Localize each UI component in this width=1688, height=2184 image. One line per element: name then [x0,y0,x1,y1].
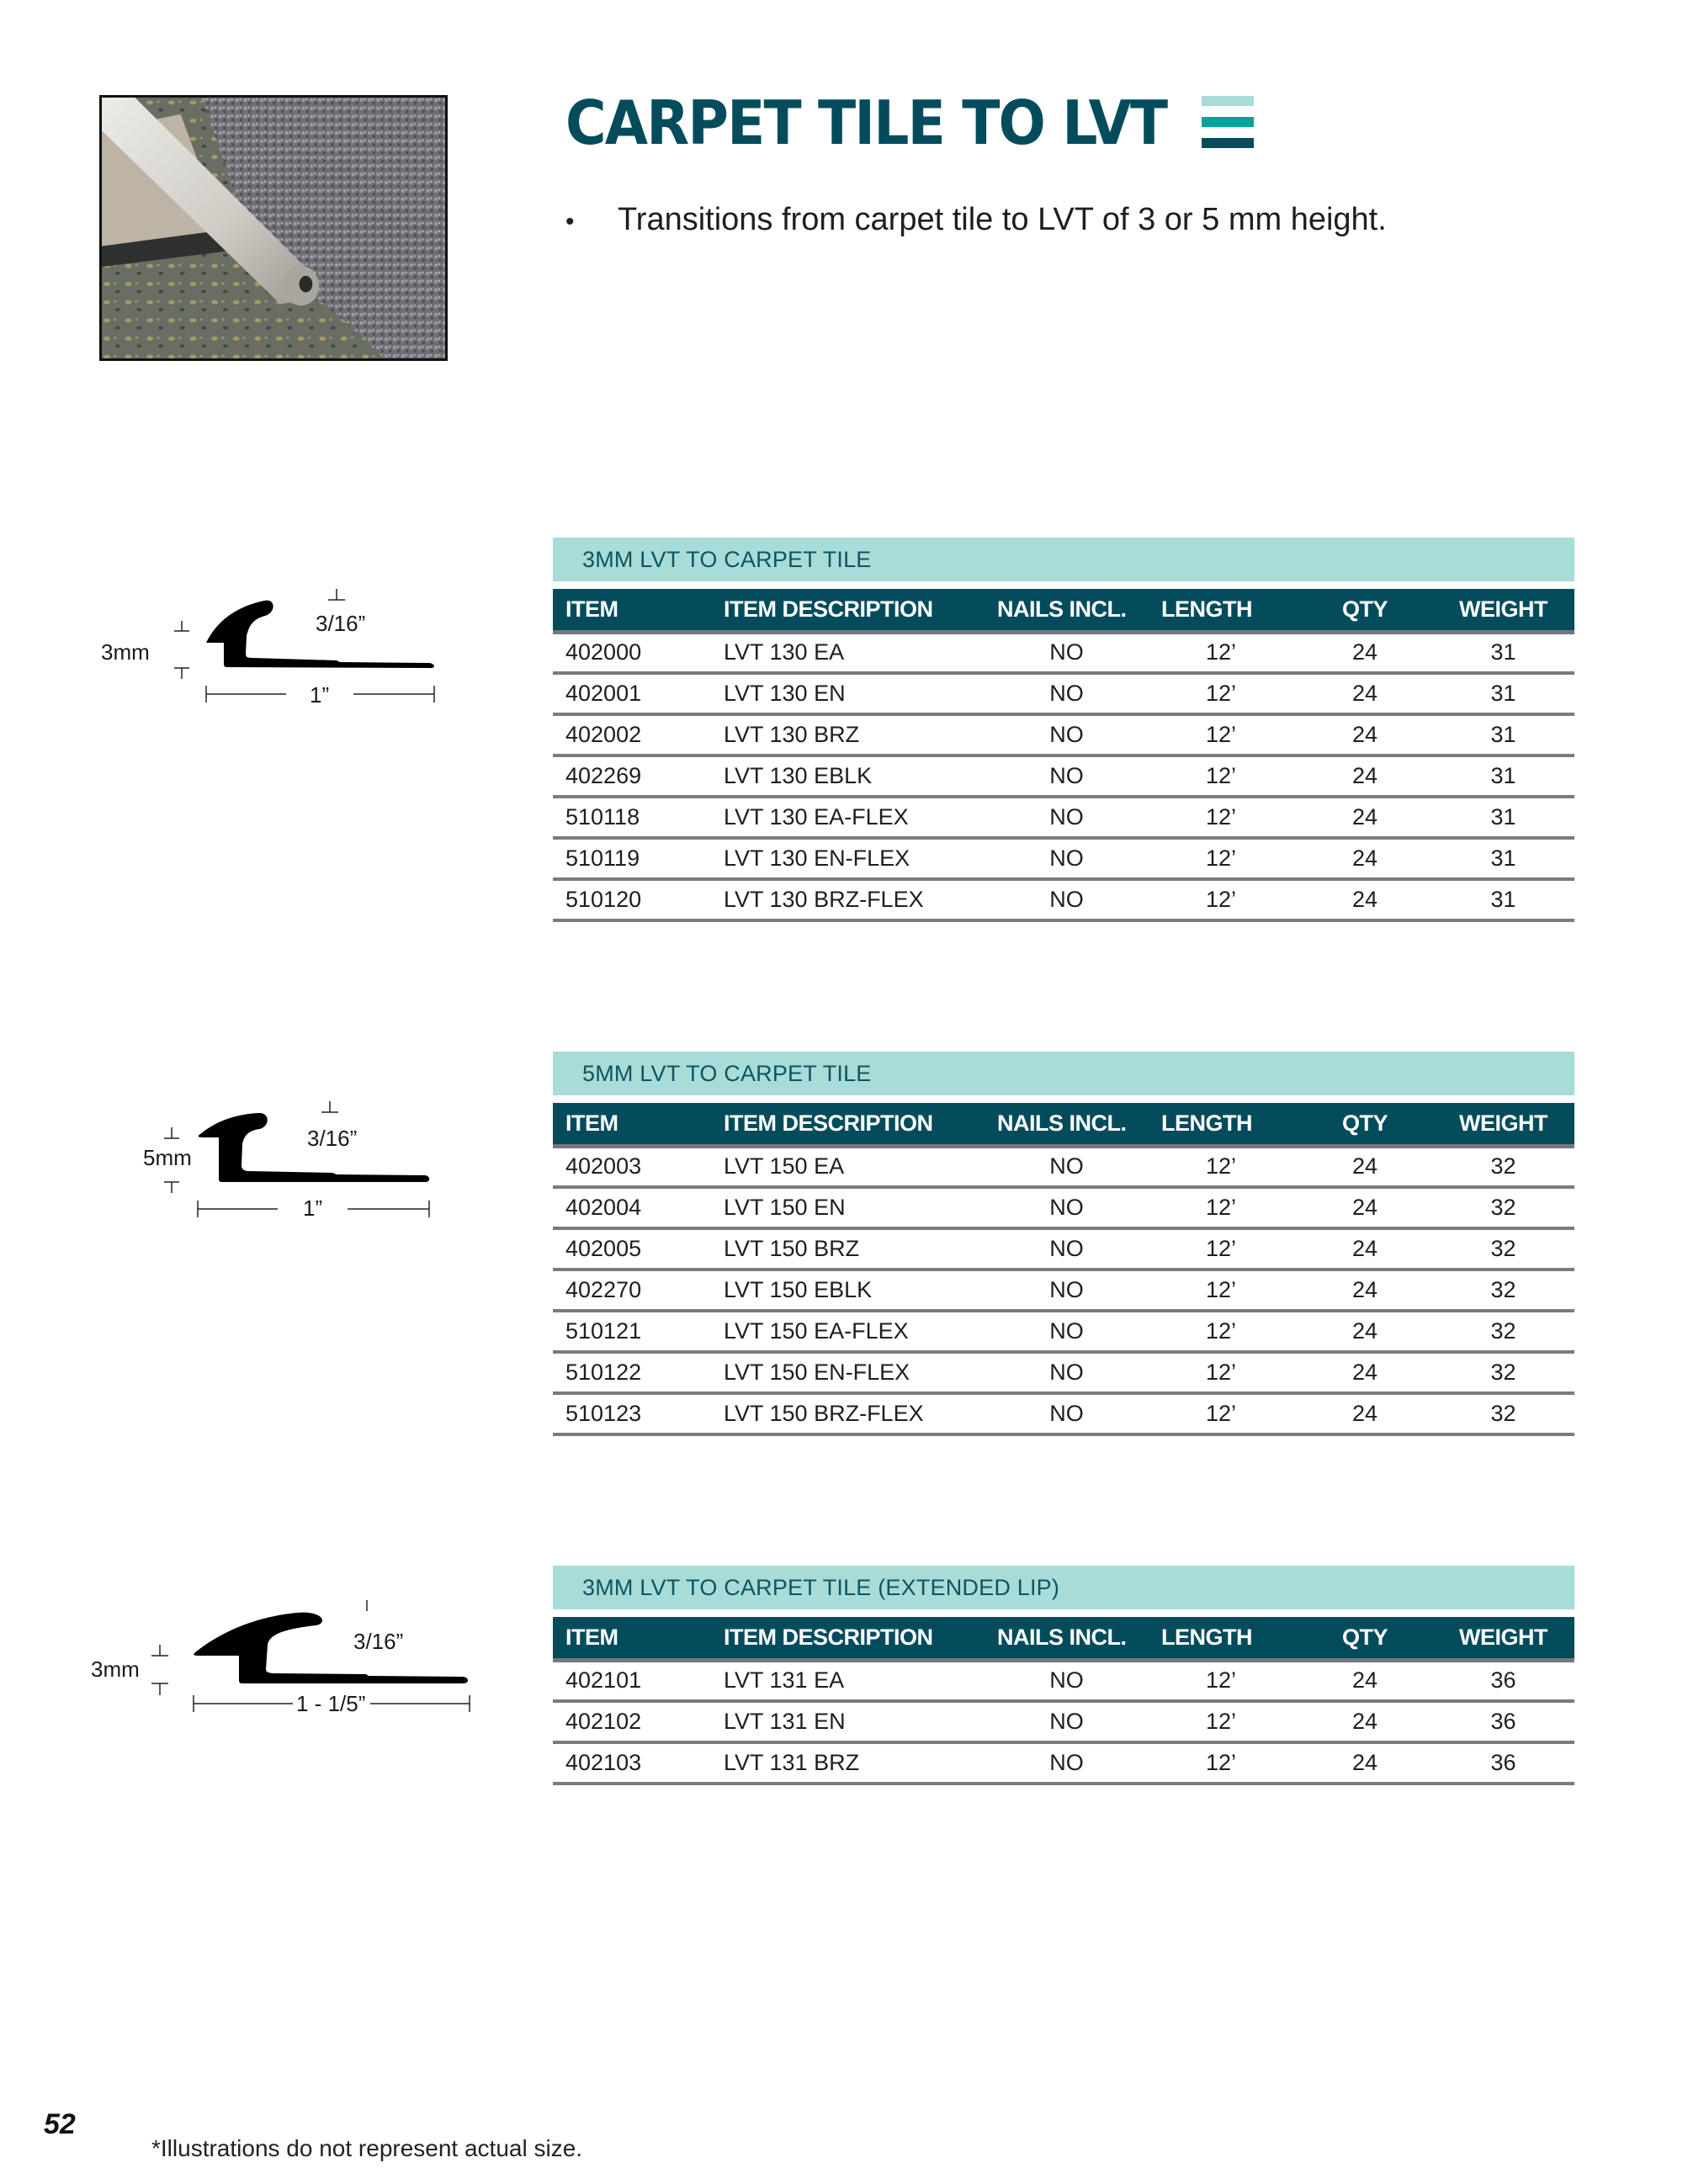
table-header-row [553,589,1574,632]
cell-nails-included: NO [989,632,1144,673]
page-header [565,87,1218,158]
cell-item-number: 402000 [553,632,724,673]
stacked-bars-icon [1202,96,1254,148]
cell-weight: 32 [1432,1393,1574,1434]
profile-drawing [84,572,454,715]
cell-quantity: 24 [1298,1270,1432,1311]
cell-length: 12’ [1144,1311,1298,1352]
column-header-item-description: ITEM DESCRIPTION [724,1103,989,1146]
page-title: CARPET TILE TO LVT [565,87,1167,158]
cell-quantity: 24 [1298,1228,1432,1270]
profile-diagram-5mm [109,1077,463,1220]
cell-nails-included: NO [989,714,1144,755]
cell-item-description: LVT 131 BRZ [724,1742,989,1784]
cell-nails-included: NO [989,1187,1144,1228]
cell-item-description: LVT 130 BRZ-FLEX [724,879,989,920]
profile-diagram-3mm-extended-lip [76,1573,496,1716]
table-row [553,1701,1574,1742]
height-label: 3mm [101,639,150,665]
cell-quantity: 24 [1298,673,1432,714]
table-header-row [553,1617,1574,1660]
cell-quantity: 24 [1298,838,1432,879]
cell-weight: 31 [1432,838,1574,879]
cell-item-description: LVT 131 EN [724,1701,989,1742]
cell-length: 12’ [1144,714,1298,755]
lip-label: 3/16” [316,611,366,636]
cell-weight: 32 [1432,1352,1574,1393]
cell-length: 12’ [1144,1742,1298,1784]
stripe-mid [1202,117,1254,127]
cell-quantity: 24 [1298,1352,1432,1393]
cell-item-description: LVT 130 EA-FLEX [724,797,989,838]
table-row [553,1311,1574,1352]
column-header-weight: WEIGHT [1432,1617,1574,1660]
cell-nails-included: NO [989,1311,1144,1352]
profile-shape [194,1613,468,1683]
column-header-weight: WEIGHT [1432,589,1574,632]
cell-length: 12’ [1144,879,1298,920]
cell-length: 12’ [1144,1187,1298,1228]
cell-quantity: 24 [1298,1187,1432,1228]
cell-quantity: 24 [1298,1742,1432,1784]
lip-label: 3/16” [353,1629,404,1654]
width-label: 1” [310,682,330,708]
profile-drawing [76,1573,496,1716]
cell-nails-included: NO [989,838,1144,879]
table-row [553,632,1574,673]
cell-length: 12’ [1144,632,1298,673]
column-header-item-number: ITEM [553,1103,724,1146]
footnote: *Illustrations do not represent actual size. [151,2135,583,2161]
cell-nails-included: NO [989,1228,1144,1270]
cell-item-description: LVT 150 EN-FLEX [724,1352,989,1393]
cell-item-description: LVT 150 EBLK [724,1270,989,1311]
cell-nails-included: NO [989,755,1144,797]
cell-weight: 36 [1432,1660,1574,1701]
cell-item-description: LVT 130 EA [724,632,989,673]
cell-quantity: 24 [1298,1393,1432,1434]
spec-table-3mm-extended-lip [553,1566,1574,1785]
cell-weight: 31 [1432,797,1574,838]
cell-nails-included: NO [989,1270,1144,1311]
cell-nails-included: NO [989,879,1144,920]
table-row [553,673,1574,714]
column-header-length: LENGTH [1144,1103,1298,1146]
cell-item-number: 510120 [553,879,724,920]
cell-length: 12’ [1144,1352,1298,1393]
cell-nails-included: NO [989,1660,1144,1701]
table-section-title: 3MM LVT TO CARPET TILE (EXTENDED LIP) [553,1566,1574,1609]
cell-item-number: 402102 [553,1701,724,1742]
bullet-icon: • [565,208,575,236]
cell-quantity: 24 [1298,1146,1432,1187]
table-section-title: 3MM LVT TO CARPET TILE [553,538,1574,581]
cell-weight: 32 [1432,1270,1574,1311]
cell-nails-included: NO [989,1352,1144,1393]
product-table [553,1617,1574,1785]
cell-item-number: 510119 [553,838,724,879]
cell-item-description: LVT 131 EA [724,1660,989,1701]
cell-item-number: 402003 [553,1146,724,1187]
cell-nails-included: NO [989,1146,1144,1187]
table-row [553,879,1574,920]
product-table [553,589,1574,922]
cell-item-description: LVT 130 EN-FLEX [724,838,989,879]
table-row [553,1187,1574,1228]
table-row [553,1228,1574,1270]
column-header-nails-included: NAILS INCL. [989,1617,1144,1660]
cell-item-number: 510122 [553,1352,724,1393]
cell-weight: 32 [1432,1187,1574,1228]
column-header-quantity: QTY [1298,1617,1432,1660]
cell-length: 12’ [1144,673,1298,714]
cell-length: 12’ [1144,755,1298,797]
table-row [553,1393,1574,1434]
cell-weight: 31 [1432,755,1574,797]
cell-quantity: 24 [1298,632,1432,673]
height-label: 5mm [143,1145,192,1170]
cell-quantity: 24 [1298,1660,1432,1701]
width-label: 1” [303,1195,323,1221]
page-number: 52 [44,2108,76,2140]
table-row [553,1742,1574,1784]
cell-item-number: 402001 [553,673,724,714]
column-header-length: LENGTH [1144,1617,1298,1660]
column-header-item-description: ITEM DESCRIPTION [724,589,989,632]
lip-label: 3/16” [307,1126,358,1151]
table-row [553,755,1574,797]
product-photo-illustration [102,98,445,358]
cell-weight: 31 [1432,714,1574,755]
cell-nails-included: NO [989,1393,1144,1434]
table-row [553,838,1574,879]
cell-length: 12’ [1144,1701,1298,1742]
stripe-dark [1202,138,1254,148]
column-header-nails-included: NAILS INCL. [989,1103,1144,1146]
column-header-nails-included: NAILS INCL. [989,589,1144,632]
cell-item-description: LVT 150 EA [724,1146,989,1187]
profile-drawing [109,1077,463,1220]
table-row [553,714,1574,755]
cell-item-number: 402101 [553,1660,724,1701]
table-row [553,797,1574,838]
product-table [553,1103,1574,1436]
cell-length: 12’ [1144,1146,1298,1187]
cell-quantity: 24 [1298,1311,1432,1352]
cell-quantity: 24 [1298,797,1432,838]
cell-item-number: 402270 [553,1270,724,1311]
feature-bullet [565,202,1387,238]
cell-nails-included: NO [989,797,1144,838]
cell-nails-included: NO [989,1701,1144,1742]
cell-length: 12’ [1144,1270,1298,1311]
column-header-quantity: QTY [1298,1103,1432,1146]
column-header-item-description: ITEM DESCRIPTION [724,1617,989,1660]
cell-length: 12’ [1144,1660,1298,1701]
cell-item-number: 402005 [553,1228,724,1270]
cell-weight: 31 [1432,673,1574,714]
cell-nails-included: NO [989,673,1144,714]
cell-item-description: LVT 150 EN [724,1187,989,1228]
cell-weight: 36 [1432,1701,1574,1742]
cell-weight: 31 [1432,879,1574,920]
column-header-quantity: QTY [1298,589,1432,632]
column-header-item-number: ITEM [553,1617,724,1660]
cell-item-number: 402004 [553,1187,724,1228]
cell-item-number: 510121 [553,1311,724,1352]
cell-item-number: 510123 [553,1393,724,1434]
table-row [553,1146,1574,1187]
cell-weight: 36 [1432,1742,1574,1784]
cell-quantity: 24 [1298,755,1432,797]
cell-item-description: LVT 130 EN [724,673,989,714]
table-row [553,1660,1574,1701]
column-header-item-number: ITEM [553,589,724,632]
table-row [553,1270,1574,1311]
cell-weight: 32 [1432,1146,1574,1187]
column-header-weight: WEIGHT [1432,1103,1574,1146]
stripe-light [1202,96,1254,106]
table-row [553,1352,1574,1393]
table-header-row [553,1103,1574,1146]
cell-length: 12’ [1144,1228,1298,1270]
column-header-length: LENGTH [1144,589,1298,632]
profile-diagram-3mm [84,572,454,715]
height-label: 3mm [91,1657,140,1682]
width-label: 1 - 1/5” [296,1691,366,1716]
cell-weight: 32 [1432,1311,1574,1352]
cell-item-number: 402002 [553,714,724,755]
cell-item-description: LVT 130 BRZ [724,714,989,755]
cell-item-description: LVT 150 BRZ [724,1228,989,1270]
feature-text: Transitions from carpet tile to LVT of 3 or 5 mm height. [618,202,1387,237]
cell-item-number: 510118 [553,797,724,838]
cell-weight: 32 [1432,1228,1574,1270]
cell-length: 12’ [1144,1393,1298,1434]
cell-item-description: LVT 150 BRZ-FLEX [724,1393,989,1434]
cell-quantity: 24 [1298,714,1432,755]
cell-length: 12’ [1144,838,1298,879]
product-photo [99,95,448,361]
cell-length: 12’ [1144,797,1298,838]
spec-table-3mm [553,538,1574,922]
cell-item-description: LVT 150 EA-FLEX [724,1311,989,1352]
cell-weight: 31 [1432,632,1574,673]
table-section-title: 5MM LVT TO CARPET TILE [553,1052,1574,1095]
cell-item-description: LVT 130 EBLK [724,755,989,797]
cell-quantity: 24 [1298,879,1432,920]
spec-table-5mm [553,1052,1574,1436]
cell-item-number: 402103 [553,1742,724,1784]
cell-quantity: 24 [1298,1701,1432,1742]
cell-nails-included: NO [989,1742,1144,1784]
cell-item-number: 402269 [553,755,724,797]
